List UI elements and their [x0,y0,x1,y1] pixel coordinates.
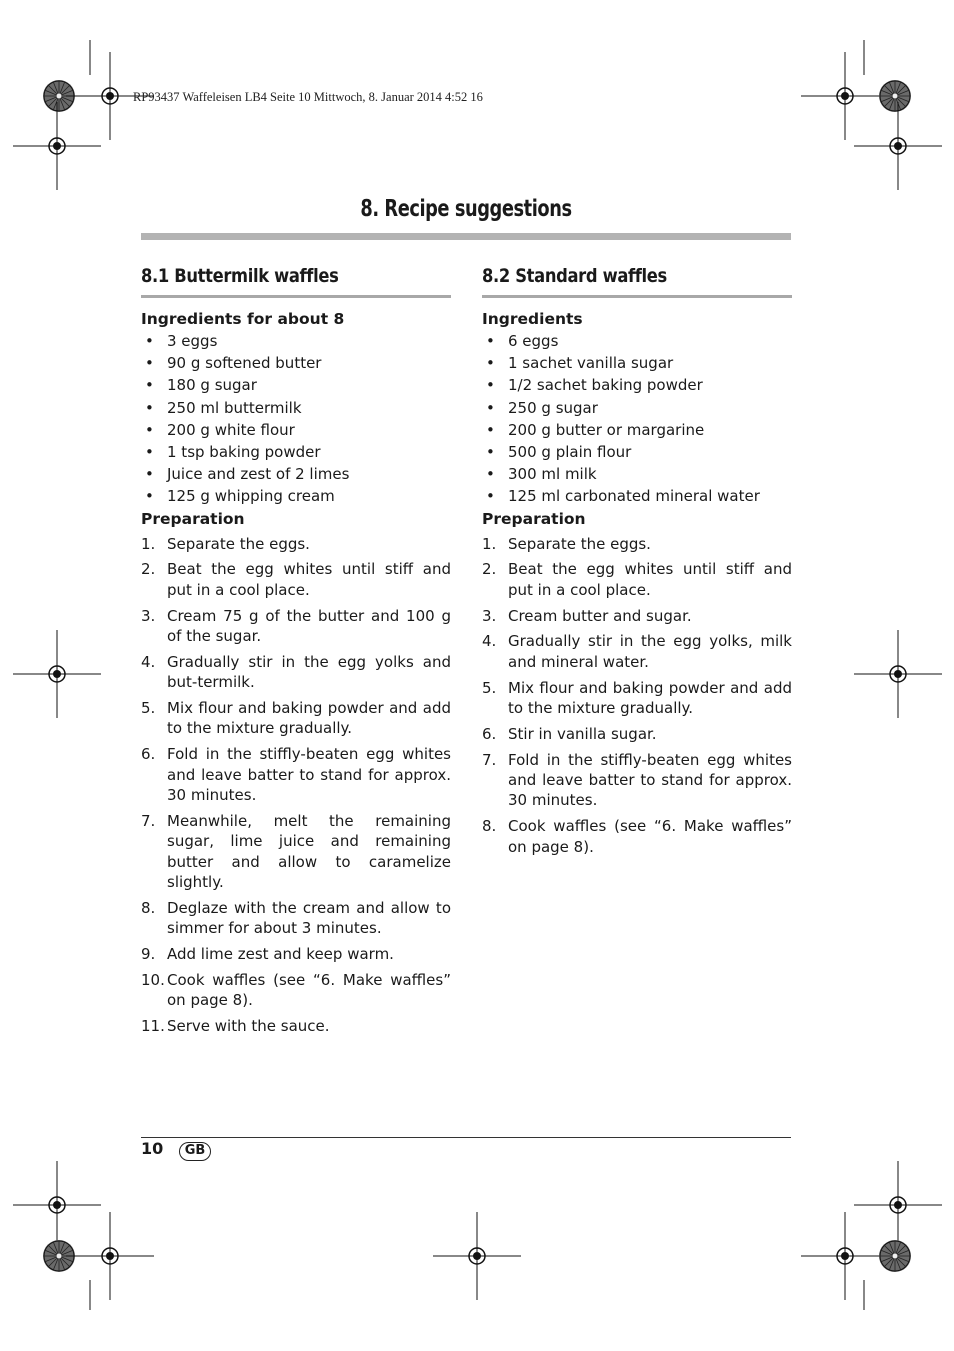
step-item [482,559,792,600]
step-number: 5. [482,678,497,697]
step-text: Mix flour and baking powder and add to the mixture gradually. [167,698,451,738]
bullet-icon: • [486,354,495,373]
ingredient-text: 250 ml buttermilk [167,398,302,417]
step-text: Stir in vanilla sugar. [508,724,657,743]
ingredient-text: 500 g plain flour [508,442,632,461]
ingredient-item [141,352,451,374]
steps-list [141,534,451,1037]
left-column [141,262,451,1042]
ingredient-item [482,419,792,441]
bullet-icon: • [486,376,495,395]
step-number: 7. [141,811,156,830]
step-item [141,1016,451,1036]
ingredients-list [482,330,792,508]
step-item [482,606,792,626]
step-number: 11. [141,1016,165,1035]
footer-rule [141,1137,791,1138]
step-item [141,606,451,647]
bullet-icon: • [145,398,154,417]
step-number: 3. [482,606,497,625]
step-text: Gradually stir in the egg yolks, milk and mineral water. [508,632,792,671]
step-item [482,724,792,744]
ingredients-list [141,330,451,508]
bullet-icon: • [145,442,154,461]
step-item [141,970,451,1011]
ingredient-item [141,419,451,441]
step-item [141,698,451,739]
bullet-icon: • [145,465,154,484]
step-text: Meanwhile, melt the remaining sugar, lime juice and remaining butter and allow to caramelize slightly. [167,811,451,891]
section-title-buttermilk: 8.1 Buttermilk waffles [141,265,339,287]
step-item [482,678,792,719]
preparation-heading: Preparation [482,509,586,528]
step-item [141,744,451,805]
step-item [141,534,451,554]
bullet-icon: • [145,420,154,439]
ingredient-text: 125 g whipping cream [167,487,335,506]
right-column [482,262,792,862]
page-title: 8. Recipe suggestions [360,196,572,222]
ingredient-text: 1/2 sachet baking powder [508,376,703,395]
ingredient-text: 90 g softened butter [167,354,322,373]
language-badge: GB [179,1142,211,1161]
step-text: Serve with the sauce. [167,1016,330,1035]
ingredient-text: 6 eggs [508,332,559,350]
ingredient-text: 200 g butter or margarine [508,420,705,439]
step-text: Gradually stir in the egg yolks and but-termilk. [167,652,451,692]
step-number: 2. [482,560,497,579]
step-item [141,559,451,600]
ingredient-text: 250 g sugar [508,398,598,417]
step-text: Cook waffles (see “6. Make waffles” on page 8). [167,970,451,1010]
bullet-icon: • [486,465,495,484]
section-rule [482,295,792,298]
ingredients-heading: Ingredients for about 8 [141,310,345,328]
bullet-icon: • [145,487,154,506]
ingredient-item [141,463,451,485]
step-item [482,631,792,672]
step-number: 10. [141,970,165,989]
ingredient-text: Juice and zest of 2 limes [167,465,350,484]
ingredient-item [482,463,792,485]
step-item [482,534,792,554]
step-number: 2. [141,560,156,579]
ingredient-item [482,485,792,507]
step-item [482,816,792,857]
step-number: 3. [141,606,156,625]
ingredient-text: 180 g sugar [167,376,257,395]
ingredient-item [482,374,792,396]
ingredient-text: 1 tsp baking powder [167,442,321,461]
bullet-icon: • [486,398,495,417]
step-text: Beat the egg whites until stiff and put in a cool place. [508,560,792,599]
step-number: 8. [141,898,156,917]
print-header: RP93437 Waffeleisen LB4 Seite 10 Mittwoch, 8. Januar 2014 4:52 16 [133,90,483,104]
step-number: 4. [141,652,156,671]
ingredient-text: 3 eggs [167,332,218,350]
ingredient-item [482,352,792,374]
step-item [482,750,792,811]
step-text: Cream 75 g of the butter and 100 g of the sugar. [167,606,451,645]
bullet-icon: • [145,332,154,350]
ingredient-item [141,441,451,463]
step-number: 4. [482,632,497,651]
step-item [141,811,451,893]
bullet-icon: • [486,487,495,506]
step-text: Separate the eggs. [508,534,651,553]
step-text: Mix flour and baking powder and add to the mixture gradually. [508,678,792,717]
ingredient-item [141,330,451,352]
ingredients-heading: Ingredients [482,310,583,328]
section-title-standard: 8.2 Standard waffles [482,265,667,287]
step-text: Deglaze with the cream and allow to simmer for about 3 minutes. [167,898,451,938]
step-text: Cream butter and sugar. [508,606,692,625]
step-item [141,652,451,693]
step-number: 9. [141,944,156,963]
page-number: 10 [141,1139,164,1158]
title-rule [141,233,791,240]
ingredient-text: 125 ml carbonated mineral water [508,487,760,506]
step-text: Add lime zest and keep warm. [167,944,394,963]
step-number: 1. [482,534,497,553]
step-number: 8. [482,817,497,836]
step-number: 6. [482,724,497,743]
ingredient-item [482,330,792,352]
bullet-icon: • [486,332,495,350]
ingredient-item [482,397,792,419]
step-number: 5. [141,698,156,717]
ingredient-text: 200 g white flour [167,420,295,439]
step-item [141,898,451,939]
bullet-icon: • [486,420,495,439]
step-text: Beat the egg whites until stiff and put in a cool place. [167,560,451,599]
ingredient-item [141,397,451,419]
bullet-icon: • [486,442,495,461]
step-number: 6. [141,745,156,764]
step-item [141,944,451,964]
bullet-icon: • [145,354,154,373]
ingredient-text: 300 ml milk [508,465,597,484]
preparation-heading: Preparation [141,509,245,528]
ingredient-text: 1 sachet vanilla sugar [508,354,674,373]
step-number: 7. [482,750,497,769]
section-rule [141,295,451,298]
step-text: Fold in the stiffly-beaten egg whites and leave batter to stand for approx. 30 minutes. [167,745,451,804]
ingredient-item [141,374,451,396]
step-text: Cook waffles (see “6. Make waffles” on page 8). [508,817,792,856]
ingredient-item [482,441,792,463]
step-number: 1. [141,534,156,553]
bullet-icon: • [145,376,154,395]
step-text: Fold in the stiffly-beaten egg whites and leave batter to stand for approx. 30 minutes. [508,750,792,810]
step-text: Separate the eggs. [167,534,310,553]
ingredient-item [141,485,451,507]
steps-list [482,534,792,857]
